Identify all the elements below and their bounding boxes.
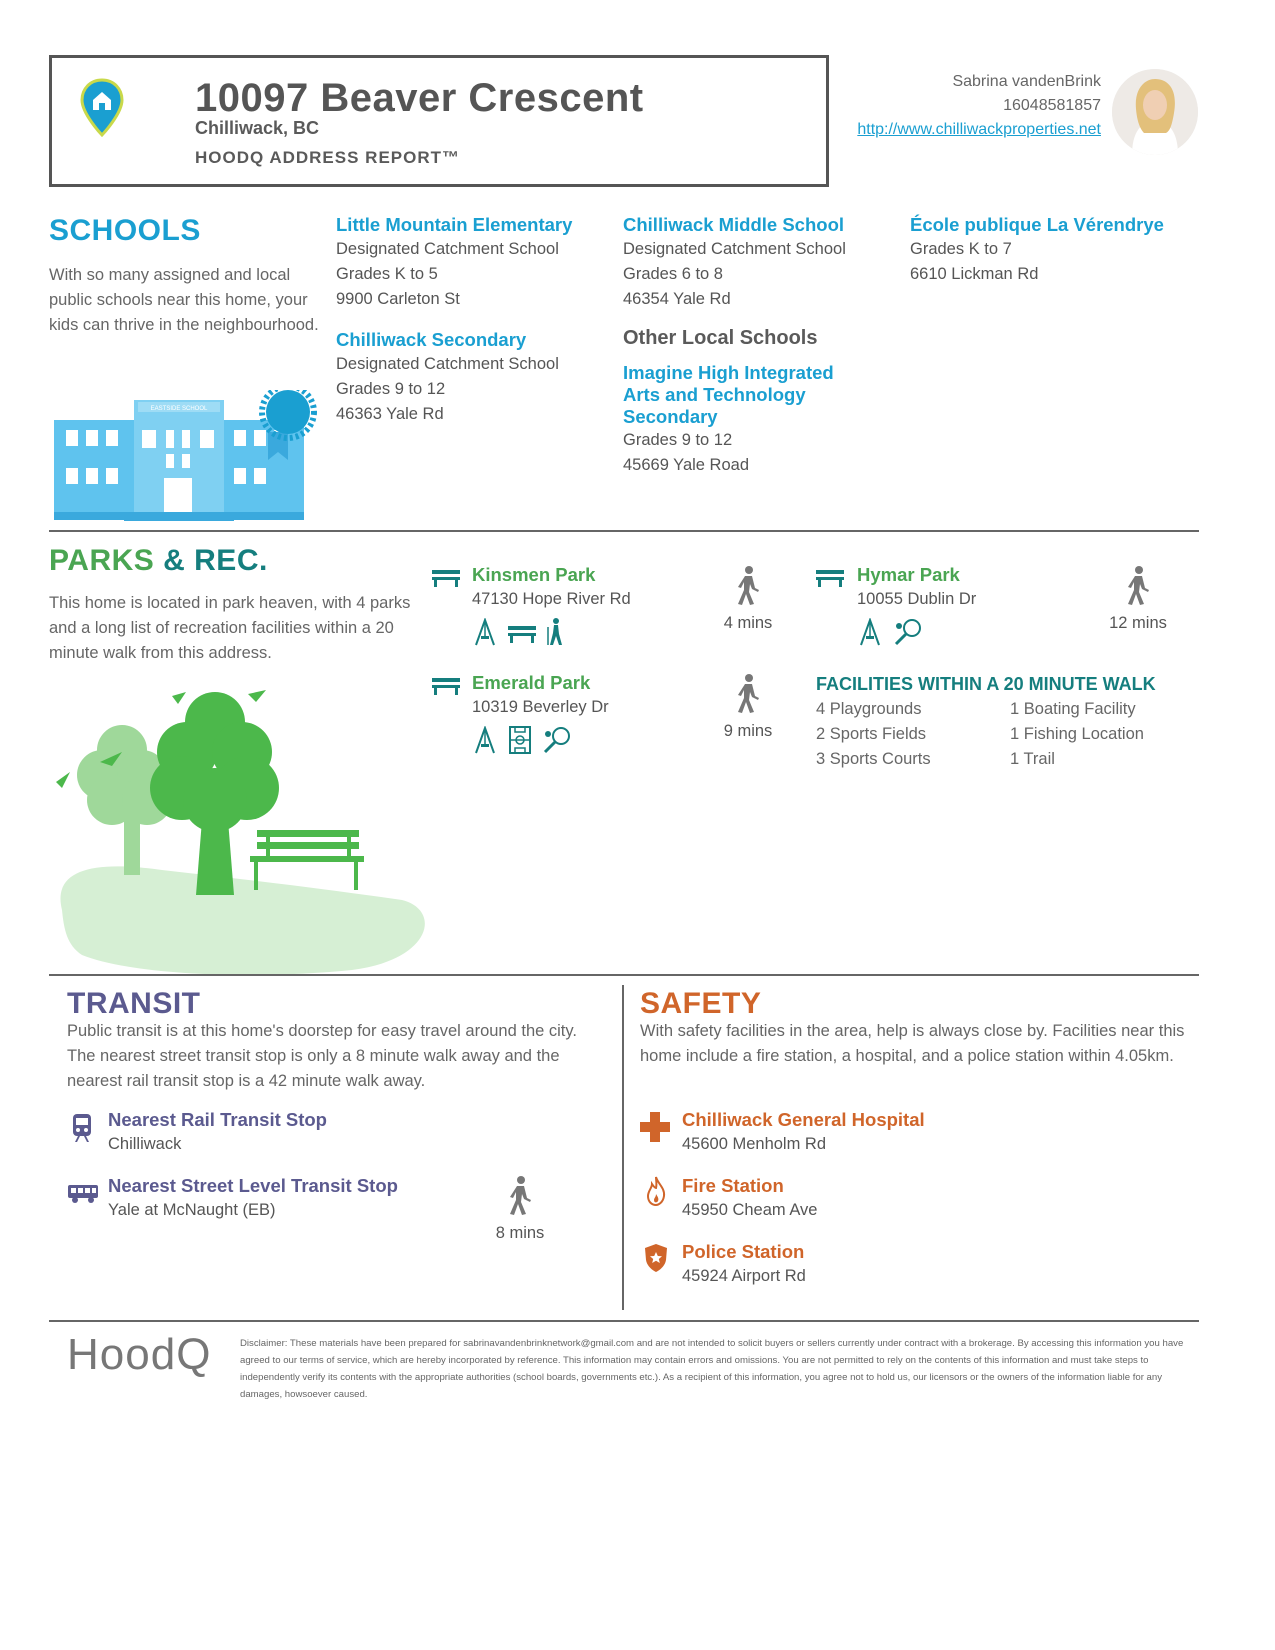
street-stop-title: Nearest Street Level Transit Stop: [108, 1175, 398, 1196]
safety-item: [682, 1174, 817, 1223]
school-building-illustration: [54, 390, 324, 530]
school-catchment: Designated Catchment School: [336, 240, 559, 258]
park-card: [472, 563, 631, 646]
school-grades: Grades 9 to 12: [336, 380, 446, 398]
park-bench-icon: [816, 568, 844, 588]
facilities-list: [816, 697, 1206, 772]
parks-title-a: PARKS: [49, 544, 155, 577]
safety-item: [682, 1108, 925, 1157]
school-card: [336, 213, 606, 312]
agent-phone: 16048581857: [1003, 97, 1101, 114]
school-grades: Grades K to 5: [336, 265, 438, 283]
walk-time: [718, 674, 778, 744]
school-card: [623, 213, 893, 312]
address-title: 10097 Beaver Crescent: [195, 76, 644, 120]
transit-description: Public transit is at this home's doorstep for easy travel around the city. The nearest street transit stop is only a 8 minute walk away and the nearest rail transit stop is a 42 minute walk away.: [67, 1022, 578, 1090]
park-name[interactable]: Emerald Park: [472, 672, 591, 693]
disclaimer: Disclaimer: These materials have been prepared for sabrinavandenbrinknetwork@gmail.com and are not intended to solicit buyers or sellers currently under contract with a brokerage. By accessing this information you have agreed to our terms of service, which are hereby incorporated by reference. This information may contain errors and omissions. You are not permitted to rely on the contents of this information and must take steps to independently verify its contents with the appropriate authorities (school boards, governments etc.). As a recipient of this information, you agree not to hold us, our licensors or the owners of the information liable for any damages, howsoever caused.: [240, 1338, 1184, 1400]
bench-icon: [508, 618, 536, 646]
police-shield-icon: [644, 1243, 668, 1273]
agent-avatar: [1112, 69, 1198, 155]
walking-person-icon: [507, 1176, 533, 1216]
hoodq-logo: HoodQ: [67, 1330, 212, 1379]
park-amenities: [472, 726, 609, 754]
park-card: [472, 671, 609, 754]
park-bench-icon: [432, 568, 460, 588]
park-illustration: [52, 690, 432, 980]
playground-icon: [472, 618, 498, 646]
school-card: [910, 213, 1210, 287]
agent-info: [857, 70, 1101, 142]
walk-time: [490, 1176, 550, 1246]
park-address: 47130 Hope River Rd: [472, 590, 631, 608]
park-name[interactable]: Kinsmen Park: [472, 564, 596, 585]
fire-icon: [646, 1176, 666, 1206]
walk-time: [718, 566, 778, 636]
facilities-title: FACILITIES WITHIN A 20 MINUTE WALK: [816, 674, 1156, 694]
school-name[interactable]: Imagine High Integrated Arts and Technology Secondary: [623, 362, 834, 427]
school-name[interactable]: Chilliwack Middle School: [623, 214, 845, 235]
safety-item-name[interactable]: Police Station: [682, 1241, 805, 1262]
park-name[interactable]: Hymar Park: [857, 564, 960, 585]
safety-description: With safety facilities in the area, help is always close by. Facilities near this home include a fire station, a hospital, and a police station within 4.05km.: [640, 1022, 1185, 1065]
park-card: [857, 563, 976, 646]
safety-item-name[interactable]: Chilliwack General Hospital: [682, 1109, 925, 1130]
safety-item: [682, 1240, 806, 1289]
park-address: 10055 Dublin Dr: [857, 590, 977, 608]
walking-person-icon: [735, 674, 761, 714]
park-amenities: [472, 618, 631, 646]
facility-item: 1 Boating Facility: [1010, 700, 1136, 718]
school-grades: Grades 6 to 8: [623, 265, 723, 283]
school-address: 46363 Yale Rd: [336, 405, 444, 423]
parks-description: This home is located in park heaven, with 4 parks and a long list of recreation facilities within a 20 minute walk from this address.: [49, 594, 411, 662]
facility-item: 2 Sports Fields: [816, 725, 927, 743]
school-catchment: Designated Catchment School: [623, 240, 846, 258]
bus-icon: [67, 1183, 99, 1203]
report-label: HOODQ ADDRESS REPORT™: [195, 148, 461, 167]
safety-title: SAFETY: [640, 987, 762, 1020]
facility-item: 4 Playgrounds: [816, 700, 922, 718]
school-sign: EASTSIDE SCHOOL: [150, 406, 208, 412]
park-bench-icon: [432, 676, 460, 696]
park-amenities: [857, 618, 976, 646]
schools-description: With so many assigned and local public schools near this home, your kids can thrive in the neighbourhood.: [49, 266, 319, 334]
section-divider: [49, 1320, 1199, 1322]
rail-stop-title: Nearest Rail Transit Stop: [108, 1109, 327, 1130]
agent-name: Sabrina vandenBrink: [952, 73, 1101, 90]
parks-title: [49, 544, 268, 578]
train-icon: [71, 1113, 93, 1143]
safety-item-address: 45950 Cheam Ave: [682, 1201, 818, 1219]
walking-person-icon: [735, 566, 761, 606]
school-card: [623, 362, 863, 478]
walk-time-label: 12 mins: [1109, 614, 1167, 632]
walk-time: [1103, 566, 1173, 636]
column-divider: [622, 985, 624, 1310]
school-card: [336, 328, 606, 427]
facility-item: 3 Sports Courts: [816, 750, 931, 768]
facility-item: 1 Trail: [1010, 750, 1055, 768]
walk-time-label: 8 mins: [495, 1224, 545, 1242]
safety-item-address: 45924 Airport Rd: [682, 1267, 806, 1285]
school-grades: Grades K to 7: [910, 240, 1012, 258]
rail-stop-value[interactable]: Chilliwack: [108, 1135, 182, 1153]
safety-item-address: 45600 Menholm Rd: [682, 1135, 827, 1153]
park-address: 10319 Beverley Dr: [472, 698, 609, 716]
school-address: 45669 Yale Road: [623, 456, 749, 474]
street-stop: [108, 1174, 398, 1223]
school-name[interactable]: Chilliwack Secondary: [336, 329, 527, 350]
hiker-icon: [546, 618, 564, 646]
rail-stop: [108, 1108, 327, 1157]
school-address: 9900 Carleton St: [336, 290, 460, 308]
walk-time-label: 9 mins: [723, 722, 773, 740]
city-label: Chilliwack, BC: [195, 118, 320, 138]
map-pin-icon: [80, 78, 124, 138]
school-grades: Grades 9 to 12: [623, 431, 733, 449]
other-schools-title: Other Local Schools: [623, 327, 818, 349]
playground-icon: [472, 726, 498, 754]
tennis-racket-icon: [542, 726, 572, 754]
transit-title: TRANSIT: [67, 987, 201, 1020]
hospital-cross-icon: [640, 1112, 670, 1142]
walk-time-label: 4 mins: [723, 614, 773, 632]
section-divider: [49, 530, 1199, 532]
school-address: 46354 Yale Rd: [623, 290, 731, 308]
school-name[interactable]: Little Mountain Elementary: [336, 214, 573, 235]
school-address: 6610 Lickman Rd: [910, 265, 1039, 283]
facility-item: 1 Fishing Location: [1010, 725, 1144, 743]
walking-person-icon: [1125, 566, 1151, 606]
street-stop-value[interactable]: Yale at McNaught (EB): [108, 1201, 276, 1219]
playground-icon: [857, 618, 883, 646]
schools-title: SCHOOLS: [49, 214, 201, 247]
school-catchment: Designated Catchment School: [336, 355, 559, 373]
agent-website-link[interactable]: http://www.chilliwackproperties.net: [857, 121, 1101, 138]
safety-item-name[interactable]: Fire Station: [682, 1175, 784, 1196]
parks-title-b: & REC.: [163, 544, 268, 577]
school-name[interactable]: École publique La Vérendrye: [910, 214, 1164, 235]
section-divider: [49, 974, 1199, 976]
tennis-racket-icon: [893, 618, 923, 646]
sports-field-icon: [508, 726, 532, 754]
